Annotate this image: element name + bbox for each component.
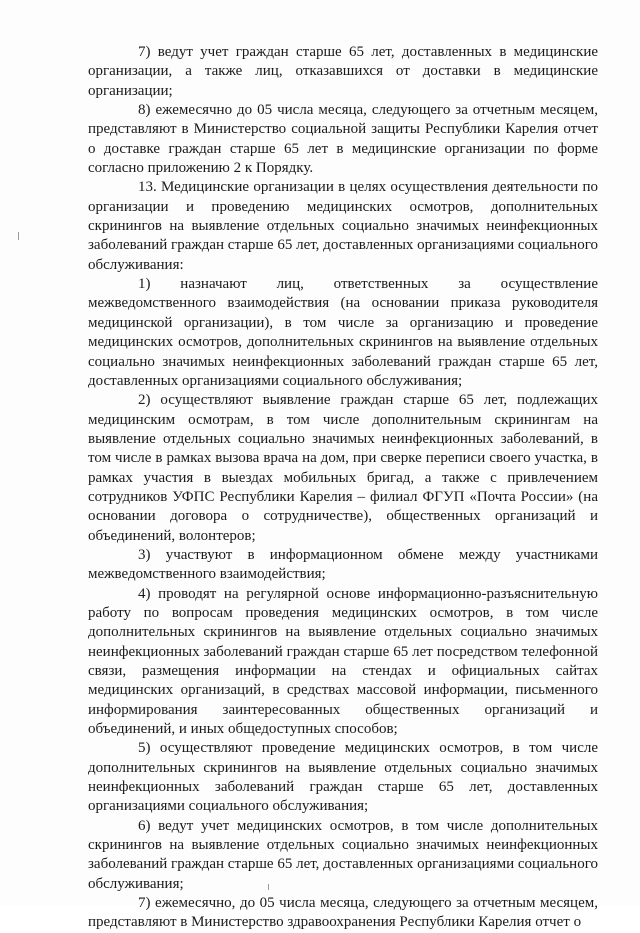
paragraph-sub-1: 1) назначают лиц, ответственных за осуществление межведомственного взаимодействия (на основании приказа руководителя медицинской организации), в том числе за организацию и проведение медицинских осмотров, дополнительных скринингов на выявление отдельных социально значимых неинфекционных заболеваний граждан старше 65 лет, доставленных организациями социального обслуживания; [88,276,598,389]
paragraph-item-8: 8) ежемесячно до 05 числа месяца, следующего за отчетным месяцем, представляют в Министерство социальной защиты Республики Карелия отчет о доставке граждан старше 65 лет в медицинские организации по форме согласно приложению 2 к Порядку. [88,102,598,177]
paragraph-sub-7: 7) ежемесячно, до 05 числа месяца, следующего за отчетным месяцем, представляют в Министерство здравоохранения Республики Карелия отчет о [88,895,598,931]
paragraph-sub-4: 4) проводят на регулярной основе информационно-разъяснительную работу по вопросам проведения медицинских осмотров, в том числе дополнительных скринингов на выявление отдельных социально значимых неинфекционных заболеваний граждан старше 65 лет посредством телефонной связи, размещения информации на стендах и официальных сайтах медицинских организаций, в средствах массовой информации, письменного информирования заинтересованных общественных организаций и объединений, и иных общедоступных способов; [88,585,598,738]
paragraph-section-13: 13. Медицинские организации в целях осуществления деятельности по организации и проведению медицинских осмотров, дополнительных скринингов на выявление отдельных социально значимых неинфекционных заболеваний граждан старше 65 лет, доставленных организациями социального обслуживания: [88,179,598,273]
paragraph-item-7: 7) ведут учет граждан старше 65 лет, доставленных в медицинские организации, а также лиц, отказавшихся от доставки в медицинские организации; [88,44,598,99]
scan-mark [18,232,19,240]
paragraph-sub-3: 3) участвуют в информационном обмене между участниками межведомственного взаимодействия; [88,546,598,583]
paragraph-sub-2: 2) осуществляют выявление граждан старше 65 лет, подлежащих медицинским осмотрам, в том числе дополнительным скринингам на выявление отдельных социально значимых неинфекционных заболеваний, в том числе в рамках вызова врача на дом, при сверке переписи своего участка, в рамках участия в выездах мобильных бригад, а также с привлечением сотрудников УФПС Республики Карелия – филиал ФГУП «Почта России» (на основании договора о сотрудничестве), общественных организаций и объединений, волонтеров; [88,392,598,544]
paragraph-sub-5: 5) осуществляют проведение медицинских осмотров, в том числе дополнительных скринингов на выявление отдельных социально значимых неинфекционных заболеваний граждан старше 65 лет, доставленных организациями социального обслуживания; [88,740,598,815]
paragraph-sub-6: 6) ведут учет медицинских осмотров, в том числе дополнительных скринингов на выявление отдельных социально значимых неинфекционных заболеваний граждан старше 65 лет, доставленных организациями социального обслуживания; [88,817,598,892]
document-body [88,43,598,933]
